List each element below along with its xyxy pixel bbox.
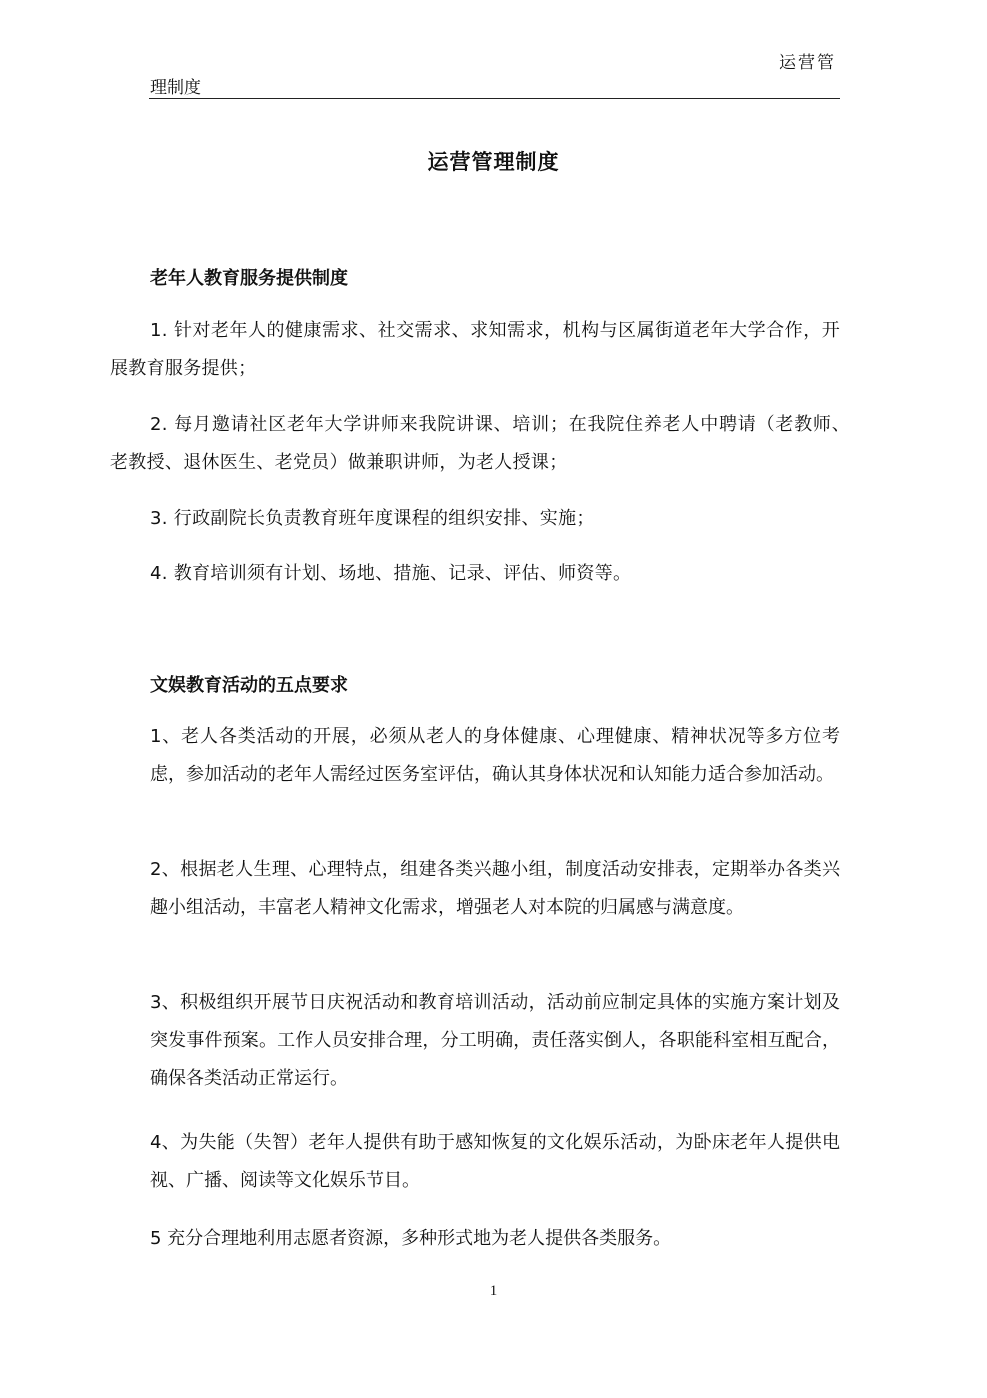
running-header-right: 运营管 — [779, 53, 836, 73]
paragraph-education-1: 1. 针对老年人的健康需求、社交需求、求知需求，机构与区属街道老年大学合作，开展教育服务提供； — [110, 320, 840, 379]
section-heading-education-service: 老年人教育服务提供制度 — [150, 268, 348, 289]
requirement-item-4: 4、为失能（失智）老年人提供有助于感知恢复的文化娱乐活动，为卧床老年人提供电视、广播、阅读等文化娱乐节目。 — [150, 1132, 840, 1191]
document-title: 运营管理制度 — [427, 150, 560, 174]
requirement-item-2: 2、根据老人生理、心理特点，组建各类兴趣小组，制度活动安排表，定期举办各类兴趣小组活动，丰富老人精神文化需求，增强老人对本院的归属感与满意度。 — [150, 859, 840, 918]
section-heading-activity-requirements: 文娱教育活动的五点要求 — [150, 675, 348, 696]
requirement-item-3: 3、积极组织开展节日庆祝活动和教育培训活动，活动前应制定具体的实施方案计划及突发事件预案。工作人员安排合理，分工明确，责任落实倒人，各职能科室相互配合，确保各类活动正常运行。 — [150, 992, 840, 1089]
paragraph-education-4: 4. 教育培训须有计划、场地、措施、记录、评估、师资等。 — [150, 563, 632, 584]
paragraph-education-2: 2. 每月邀请社区老年大学讲师来我院讲课、培训；在我院住养老人中聘请（老教师、老教授、退休医生、老党员）做兼职讲师，为老人授课； — [110, 414, 850, 473]
requirement-item-1: 1、老人各类活动的开展，必须从老人的身体健康、心理健康、精神状况等多方位考虑，参加活动的老年人需经过医务室评估，确认其身体状况和认知能力适合参加活动。 — [150, 726, 840, 785]
header-divider — [149, 98, 840, 99]
running-header-left: 理制度 — [150, 78, 201, 98]
paragraph-education-3: 3. 行政副院长负责教育班年度课程的组织安排、实施； — [150, 508, 595, 529]
requirement-item-5: 5 充分合理地利用志愿者资源，多种形式地为老人提供各类服务。 — [150, 1228, 672, 1249]
page-number: 1 — [489, 1283, 498, 1299]
